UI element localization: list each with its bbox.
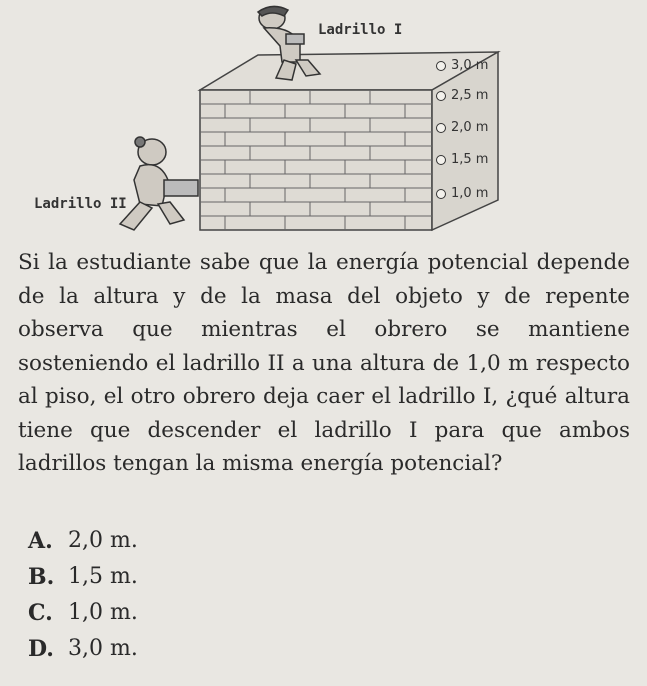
option-c[interactable]: C. 1,0 m. xyxy=(28,600,138,626)
height-dot-icon xyxy=(436,61,446,71)
wall-illustration xyxy=(0,0,647,240)
height-dot-icon xyxy=(436,123,446,133)
height-dot-icon xyxy=(436,189,446,199)
label-brick-1: Ladrillo I xyxy=(318,22,403,38)
height-mark: 2,0 m xyxy=(436,120,488,135)
option-b[interactable]: B. 1,5 m. xyxy=(28,564,138,590)
height-mark: 3,0 m xyxy=(436,58,488,73)
height-dot-icon xyxy=(436,91,446,101)
height-dot-icon xyxy=(436,155,446,165)
option-a[interactable]: A. 2,0 m. xyxy=(28,528,138,554)
question-text: Si la estudiante sabe que la energía potencial depende de la altura y de la masa del objeto y de repente observa que mientras el obrero se mantiene sosteniendo el ladrillo II a una altura de 1,0 m respecto al piso, el otro obrero deja caer el ladrillo I, ¿qué altura tiene que descender el ladrillo I para que ambos ladrillos tengan la misma energía potencial? xyxy=(18,250,630,476)
option-d[interactable]: D. 3,0 m. xyxy=(28,636,138,662)
worker-on-ground xyxy=(120,137,198,230)
height-mark: 1,0 m xyxy=(436,186,488,201)
height-mark: 1,5 m xyxy=(436,152,488,167)
label-brick-2: Ladrillo II xyxy=(34,196,127,212)
answer-options xyxy=(28,523,138,667)
height-mark: 2,5 m xyxy=(436,88,488,103)
